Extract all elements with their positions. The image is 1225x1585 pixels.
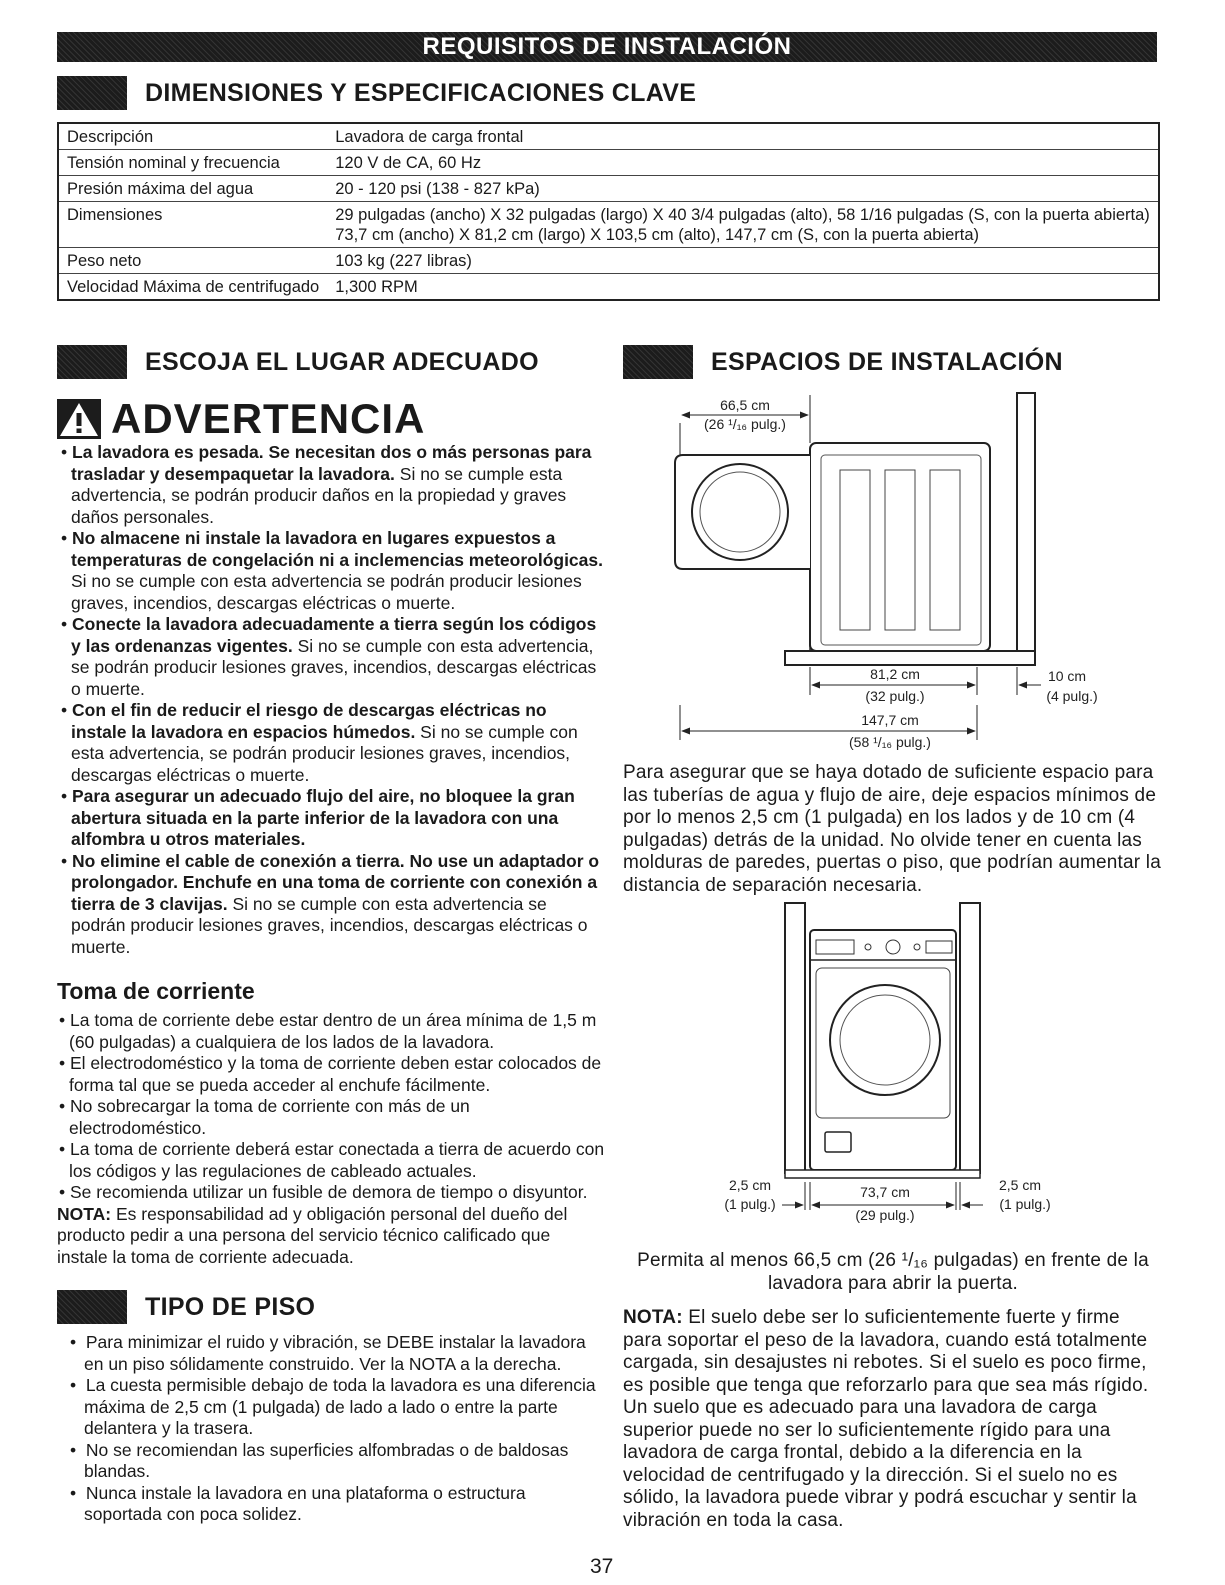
dim-width-in: (29 pulg.) (855, 1207, 915, 1223)
front-view-diagram (690, 900, 1070, 1230)
specs-table (57, 122, 1160, 301)
washer-body (810, 443, 990, 651)
warning-triangle-icon (57, 399, 101, 439)
list-item: • La toma de corriente debe estar dentro de un área mínima de 1,5 m (60 pulgadas) a cualquiera de los lados de la lavadora. (59, 1010, 597, 1052)
section-header-lugar (57, 345, 539, 379)
side-view-diagram (665, 385, 1145, 750)
section-header-dimensiones (57, 76, 696, 110)
section-marker (623, 345, 693, 379)
table-row: Dimensiones 29 pulgadas (ancho) X 32 pulgadas (largo) X 40 3/4 pulgadas (alto), 58 1/16 pulgadas (S, con la puerta abierta) 73,7 cm (ancho) X 81,2 cm (largo) X 103,5 cm (alto), 147,7 cm (S, con la puerta abierta) (58, 202, 1159, 248)
door-glass (692, 464, 788, 560)
floor-shape (785, 651, 1035, 665)
dim-total-in: (58 ¹/₁₆ pulg.) (849, 734, 931, 750)
dim-back-cm: 10 cm (1047, 668, 1087, 684)
floor-list (62, 1332, 607, 1526)
list-item: • La lavadora es pesada. Se necesitan dos o más personas para trasladar y desempaquetar la lavadora. Si no se cumple esta advertencia, se podrán producir daños en la propiedad y graves daños personales. (61, 442, 592, 527)
dim-side-left-cm: 2,5 cm (728, 1177, 772, 1193)
section-header-piso (57, 1290, 315, 1324)
espacios-paragraph: Para asegurar que se haya dotado de suficiente espacio para las tuberías de agua y flujo de aire, deje espacios mínimos de por lo menos 2,5 cm (1 pulgada) en los lados y de 10 cm (4 pulgadas) detrás de la unidad. No olvide tener en cuenta las molduras de paredes, puertas o piso, que podrían aumentar la distancia de separación necesaria. (623, 762, 1161, 896)
dim-front-cm: 66,5 cm (720, 397, 770, 413)
list-item: • No elimine el cable de conexión a tierra. No use un adaptador o prolongador. Enchufe en una toma de corriente con conexión a tierra de 3 clavijas. Si no se cumple con esta advertencia se podrán producir lesiones graves, incendios, descargas eléctricas o muerte. (61, 850, 600, 957)
dim-side-right-cm: 2,5 cm (998, 1177, 1042, 1193)
door-glass (830, 985, 940, 1095)
dim-depth-cm: 81,2 cm (870, 666, 920, 682)
list-item: • La toma de corriente deberá estar conectada a tierra de acuerdo con los códigos y las regulaciones de cableado actuales. (59, 1139, 605, 1181)
dim-side-left-in: (1 pulg.) (724, 1196, 776, 1212)
dim-depth-in: (32 pulg.) (865, 688, 925, 704)
list-item: • El electrodoméstico y la toma de corriente deben estar colocados de forma tal que se pueda acceder al enchufe fácilmente. (59, 1053, 602, 1095)
section-title: DIMENSIONES Y ESPECIFICACIONES CLAVE (145, 78, 697, 107)
page-banner: REQUISITOS DE INSTALACIÓN (57, 32, 1157, 62)
dim-total-cm: 147,7 cm (861, 712, 919, 728)
list-item: • Se recomienda utilizar un fusible de demora de tiempo o disyuntor. (59, 1182, 588, 1202)
list-item: • No sobrecargar la toma de corriente con más de un electrodoméstico. (59, 1096, 470, 1138)
list-item: • La cuesta permisible debajo de toda la lavadora es una diferencia máxima de 2,5 cm (1 pulgada) de lado a lado o entre la parte delantera y la trasera. (70, 1375, 596, 1438)
table-row: Descripción Lavadora de carga frontal (58, 123, 1159, 150)
section-title: ESPACIOS DE INSTALACIÓN (711, 347, 1063, 376)
list-item: • Con el fin de reducir el riesgo de descargas eléctricas no instale la lavadora en espacios húmedos. Si no se cumple con esta advertencia, se podrán producir lesiones graves, incendios, descargas eléctricas o muerte. (61, 700, 578, 785)
outlet-list (57, 1010, 605, 1268)
page-number: 37 (590, 1555, 614, 1578)
dim-width-cm: 73,7 cm (860, 1184, 910, 1200)
warning-header (57, 395, 425, 443)
outlet-note: NOTA: Es responsabilidad ad y obligación personal del dueño del producto pedir a una persona del servicio técnico calificado que instale la toma de corriente adecuada. (57, 1203, 568, 1267)
list-item: • No se recomiendan las superficies alfombradas o de baldosas blandas. (70, 1439, 569, 1481)
table-row: Presión máxima del agua 20 - 120 psi (138 - 827 kPa) (58, 176, 1159, 202)
table-row: Tensión nominal y frecuencia 120 V de CA, 60 Hz (58, 150, 1159, 176)
table-row: Velocidad Máxima de centrifugado 1,300 RPM (58, 274, 1159, 301)
list-item: • Nunca instale la lavadora en una plataforma o estructura soportada con poca solidez. (70, 1482, 526, 1524)
section-header-espacios (623, 345, 1063, 379)
warning-list (57, 442, 605, 958)
section-marker (57, 1290, 127, 1324)
section-marker (57, 345, 127, 379)
list-item: • No almacene ni instale la lavadora en lugares expuestos a temperaturas de congelación ni a inclemencias meteorológicas. Si no se cumple con esta advertencia se podrán producir lesiones graves, incendios, descargas eléctricas o muerte. (61, 528, 603, 613)
table-row: Peso neto 103 kg (227 libras) (58, 248, 1159, 274)
section-marker (57, 76, 127, 110)
list-item: • Para asegurar un adecuado flujo del aire, no bloquee la gran abertura situada en la parte inferior de la lavadora con una alfombra u otros materiales. (61, 786, 575, 849)
floor-note: NOTA: El suelo debe ser lo suficientemente fuerte y firme para soportar el peso de la lavadora, cuando está totalmente cargada, sin desajustes ni rebotes. Si el suelo es poco firme, es posible que tenga que reforzarlo para que sea más rígido. Un suelo que es adecuado para una lavadora de carga superior puede no ser lo suficientemente rígido para una lavadora de carga frontal, debido a la diferencia en la velocidad de centrifugado y la dirección. Si el suelo no es sólido, la lavadora puede vibrar y podrá escuchar y sentir la vibración en toda la casa. (623, 1307, 1149, 1531)
list-item: • Conecte la lavadora adecuadamente a tierra según los códigos y las ordenanzas vigentes. Si no se cumple con esta advertencia, se podrán producir lesiones graves, incendios, descargas eléctricas o muerte. (61, 614, 597, 699)
outlet-title: Toma de corriente (57, 978, 255, 1004)
dim-back-in: (4 pulg.) (1046, 688, 1098, 704)
wall-shape (1017, 393, 1035, 663)
list-item: • Para minimizar el ruido y vibración, se DEBE instalar la lavadora en un piso sólidamente construido. Ver la NOTA a la derecha. (70, 1332, 586, 1374)
warning-title: ADVERTENCIA (111, 395, 426, 442)
dim-front-in: (26 ¹/₁₆ pulg.) (704, 416, 786, 432)
section-title: TIPO DE PISO (145, 1292, 316, 1321)
door-clearance-text: Permita al menos 66,5 cm (26 ¹/₁₆ pulgadas) en frente de la lavadora para abrir la puerta. (637, 1250, 1149, 1294)
section-title: ESCOJA EL LUGAR ADECUADO (145, 347, 539, 376)
dim-side-right-in: (1 pulg.) (999, 1196, 1051, 1212)
